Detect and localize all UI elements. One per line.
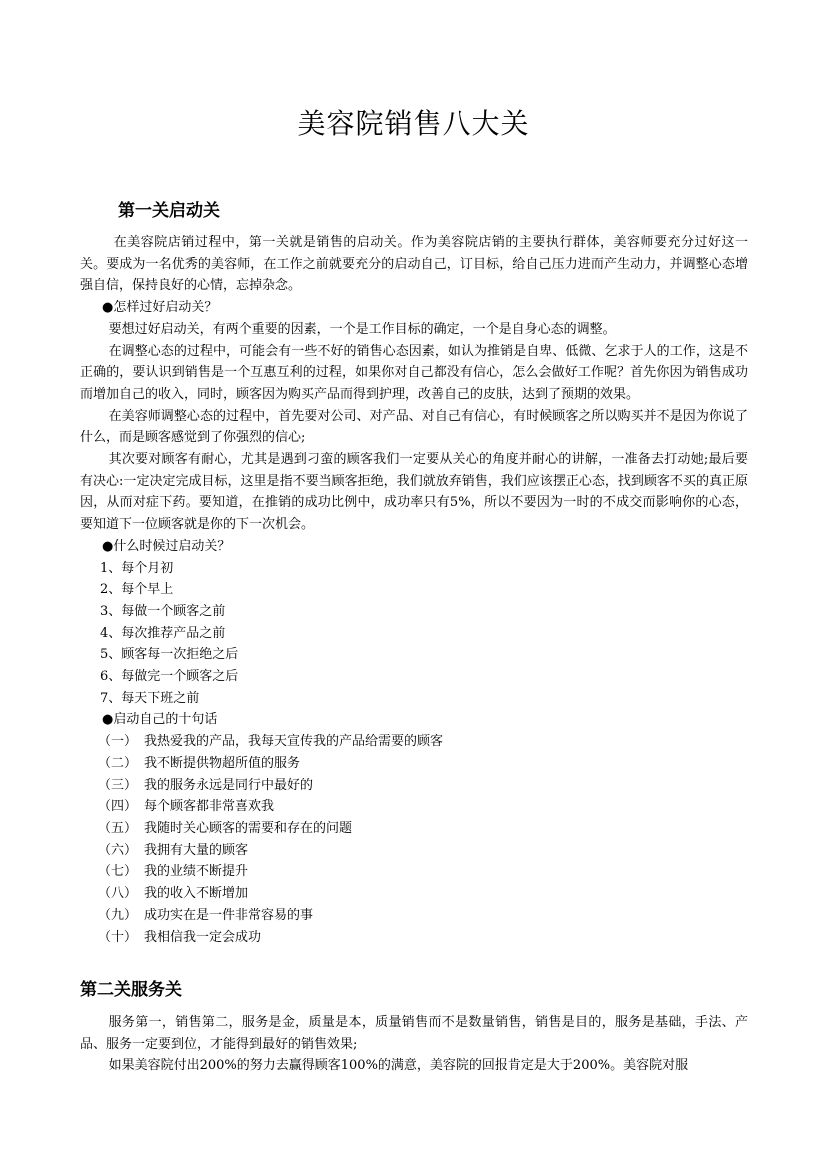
- list-item: [80, 753, 748, 775]
- paragraph: 在美容院店销过程中，第一关就是销售的启动关。作为美容院店销的主要执行群体，美容师要充分过好这一关。要成为一名优秀的美容师，在工作之前就要充分的启动自己，订目标，给自己压力进而产生动力，并调整心态增强自信，保持良好的心情，忘掉杂念。: [80, 235, 748, 294]
- list-item: [80, 796, 748, 818]
- list-item: 4、每次推荐产品之前: [100, 625, 226, 641]
- item-number: （十）: [98, 929, 138, 945]
- item-text: 我拥有大量的顾客: [144, 842, 249, 858]
- list-item: [80, 818, 748, 840]
- paragraph: 在美容师调整心态的过程中，首先要对公司、对产品、对自己有信心，有时候顾客之所以购买并不是因为你说了什么，而是顾客感觉到了你强烈的信心;: [80, 408, 748, 446]
- list-item: [80, 775, 748, 797]
- paragraph: 如果美容院付出200%的努力去赢得顾客100%的满意，美容院的回报肯定是大于200%。美容院对服: [108, 1058, 689, 1074]
- item-text: 每个顾客都非常喜欢我: [144, 799, 275, 815]
- item-text: 我的收入不断增加: [144, 886, 249, 902]
- item-number: （一）: [98, 734, 138, 750]
- list-item: 3、每做一个顾客之前: [100, 603, 226, 619]
- item-number: （二）: [98, 755, 138, 771]
- item-text: 我的业绩不断提升: [144, 864, 249, 880]
- list-item: [80, 883, 748, 905]
- item-text: 成功实在是一件非常容易的事: [144, 907, 314, 923]
- paragraph: 其次要对顾客有耐心，尤其是遇到刁蛮的顾客我们一定要从关心的角度并耐心的讲解，一准备去打动她;最后要有决心:一定决定完成目标，这里是指不要当顾客拒绝，我们就放弃销售，我们应该摆正心态，找到顾客不买的真正原因，从而对症下药。要知道，在推销的成功比例中，成功率只有5%，所以不要因为一时的不成交而影响你的心态，要知道下一位顾客就是你的下一次机会。: [80, 452, 748, 533]
- item-number: （六）: [98, 842, 138, 858]
- document-title: 美容院销售八大关: [297, 107, 530, 140]
- item-number: （七）: [98, 864, 138, 880]
- section-body-service: [80, 1012, 748, 1077]
- list-item: [80, 861, 748, 883]
- paragraph: 在调整心态的过程中，可能会有一些不好的销售心态因素，如认为推销是自卑、低微、乞求于人的工作，这是不正确的，要认识到销售是一个互惠互利的过程，如果你对自己都没有信心，怎么会做好工作呢？首先你因为销售成功而增加自己的收入，同时，顾客因为购买产品而得到护理，改善自己的皮肤，达到了预期的效果。: [80, 343, 748, 402]
- list-item: 6、每做完一个顾客之后: [100, 669, 239, 685]
- section-heading-service: 第二关服务关: [80, 980, 182, 1000]
- item-text: 我随时关心顾客的需要和存在的问题: [144, 820, 353, 836]
- bullet-heading-ten-sentences: ●启动自己的十句话: [102, 712, 218, 728]
- list-item: 7、每天下班之前: [100, 690, 200, 706]
- list-item: 2、每个早上: [100, 582, 174, 598]
- bullet-heading-when: ●什么时候过启动关？: [102, 538, 231, 554]
- item-text: 我热爱我的产品，我每天宣传我的产品给需要的顾客: [144, 734, 444, 750]
- paragraph: 要想过好启动关，有两个重要的因素，一个是工作目标的确定，一个是自身心态的调整。: [108, 321, 616, 337]
- paragraph: 服务第一，销售第二，服务是金，质量是本，质量销售而不是数量销售，销售是目的，服务是基础，手法、产品、服务一定要到位，才能得到最好的销售效果;: [80, 1015, 748, 1052]
- item-number: （九）: [98, 907, 138, 923]
- list-item: 5、顾客每一次拒绝之后: [100, 647, 239, 663]
- section-body-startup: [80, 232, 748, 948]
- item-text: 我的服务永远是同行中最好的: [144, 777, 314, 793]
- ten-sentences-list: [80, 731, 748, 948]
- section-heading-startup: 第一关启动关: [118, 201, 220, 221]
- item-text: 我不断提供物超所值的服务: [144, 755, 301, 771]
- item-number: （五）: [98, 820, 138, 836]
- list-item: [80, 927, 748, 949]
- item-number: （三）: [98, 777, 138, 793]
- item-text: 我相信我一定会成功: [144, 929, 262, 945]
- list-item: [80, 840, 748, 862]
- bullet-heading-how: ●怎样过好启动关？: [102, 300, 218, 316]
- list-item: [80, 731, 748, 753]
- list-item: 1、每个月初: [100, 560, 174, 576]
- item-number: （四）: [98, 799, 138, 815]
- when-list: [80, 558, 748, 710]
- item-number: （八）: [98, 886, 138, 902]
- list-item: [80, 905, 748, 927]
